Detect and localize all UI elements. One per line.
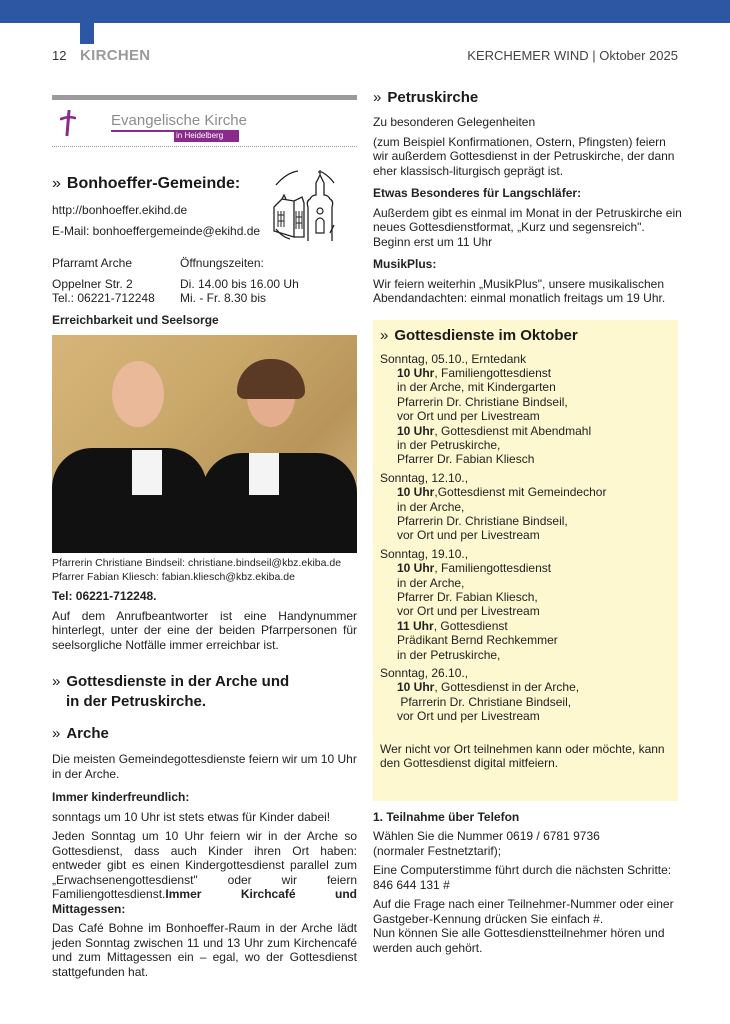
left-column — [52, 95, 357, 979]
service-line — [380, 561, 670, 575]
office-label: Pfarramt Arche — [52, 256, 133, 270]
service-list — [380, 352, 670, 724]
service-line — [380, 452, 670, 466]
bonhoeffer-email[interactable]: E-Mail: bonhoeffergemeinde@ekihd.de — [52, 223, 261, 238]
service-line — [380, 680, 670, 694]
service-day — [380, 666, 670, 724]
service-line — [380, 500, 670, 514]
service-line — [380, 409, 670, 423]
section-label: KIRCHEN — [80, 47, 151, 64]
photo-caption-1: Pfarrerin Christiane Bindseil: christiane.bindseil@kbz.ekiba.de — [52, 557, 342, 569]
services-heading: » Gottesdienste in der Arche und in der Petruskirche. — [52, 673, 290, 710]
computer-instructions: Eine Computerstimme führt durch die nächsten Schritte: 846 644 131 # — [373, 863, 672, 892]
logo-subtitle: in Heidelberg — [174, 130, 239, 142]
service-line — [380, 514, 670, 528]
right-column — [373, 88, 683, 955]
service-detail: vor Ort und per Livestream — [397, 409, 540, 424]
cross-icon — [60, 110, 76, 136]
answering-text: Auf dem Anrufbeantworter ist eine Handynummer hinterlegt, unter der eine der beiden Pfarrpersonen für seelsorgliche Notfälle immer erreichbar ist. — [52, 608, 357, 652]
service-detail: in der Petruskirche, — [397, 437, 501, 452]
service-line — [380, 604, 670, 618]
petrus-heading: » Petruskirche — [373, 89, 479, 106]
service-detail: , Gottesdienst in der Arche, — [434, 680, 580, 695]
hours-line-1: Di. 14.00 bis 16.00 Uh — [180, 276, 299, 291]
dial-instructions: Wählen Sie die Nummer 0619 / 6781 9736 (normaler Festnetztarif); — [373, 829, 600, 858]
service-line — [380, 695, 670, 709]
service-detail: Pfarrer Dr. Fabian Kliesch — [397, 452, 535, 467]
service-time: 10 Uhr — [397, 680, 435, 695]
page-number: 12 — [52, 48, 67, 63]
service-detail: , Gottesdienst — [433, 618, 508, 633]
service-line — [380, 485, 670, 499]
service-detail: in der Petruskirche, — [397, 647, 501, 662]
service-day — [380, 547, 670, 662]
service-detail: Pfarrer Dr. Fabian Kliesch, — [397, 590, 538, 604]
service-line — [380, 590, 670, 604]
tel-bold: Tel: 06221-712248. — [52, 589, 157, 603]
service-date: Sonntag, 05.10., Erntedank — [380, 351, 527, 366]
bonhoeffer-heading: » Bonhoeffer-Gemeinde: — [52, 175, 241, 192]
office-address: Oppelner Str. 2 — [52, 276, 133, 291]
service-line — [380, 633, 670, 647]
reach-heading: Erreichbarkeit und Seelsorge — [52, 312, 219, 327]
cafe-text: Das Café Bohne im Bonhoeffer-Raum in der Arche lädt jeden Sonntag zwischen 11 und 13 Uhr zum Kirchencafé und zum Mittagessen ein – egal, wo der Gottesdienst stattgefunden hat. — [52, 921, 357, 979]
service-date: Sonntag, 12.10., — [380, 470, 469, 485]
service-detail: , Familiengottesdienst — [434, 561, 552, 576]
service-detail: Pfarrerin Dr. Christiane Bindseil, — [397, 694, 572, 709]
service-detail: vor Ort und per Livestream — [397, 604, 540, 619]
service-detail: Prädikant Bernd Rechkemmer — [397, 633, 558, 648]
service-detail: ,Gottesdienst mit Gemeindechor — [434, 485, 607, 500]
service-time: 10 Uhr — [397, 365, 435, 380]
service-day — [380, 471, 670, 543]
service-line — [380, 619, 670, 633]
bonhoeffer-website[interactable]: http://bonhoeffer.ekihd.de — [52, 203, 188, 217]
service-detail: Pfarrerin Dr. Christiane Bindseil, — [397, 513, 568, 528]
service-time: 11 Uhr — [397, 618, 434, 633]
musikplus-text: Wir feiern weiterhin „MusikPlus", unsere musikalischen Abendandachten: einmal monatlich freitags um 19 Uhr. — [373, 276, 666, 305]
service-time: 10 Uhr — [397, 423, 435, 438]
logo-title: Evangelische Kirche — [111, 112, 247, 129]
service-line — [380, 709, 670, 723]
service-line — [380, 395, 670, 409]
question-instructions: Auf die Frage nach einer Teilnehmer-Nummer oder einer Gastgeber-Kennung drücken Sie einfach #. Nun können Sie alle Gottesdienstteilnehmer hören und werden auch gehört. — [373, 897, 674, 955]
service-line — [380, 648, 670, 662]
musikplus-heading: MusikPlus: — [373, 257, 437, 271]
hours-line-2: Mi. - Fr. 8.30 bis — [180, 291, 267, 305]
service-line — [380, 576, 670, 590]
service-detail: in der Arche, mit Kindergarten — [397, 380, 556, 395]
digital-note: Wer nicht vor Ort teilnehmen kann oder möchte, kann den Gottesdienst digital mitfeiern. — [380, 741, 665, 771]
service-line — [380, 438, 670, 452]
service-line — [380, 380, 670, 394]
logo-underline — [111, 130, 176, 132]
october-services-box — [373, 320, 678, 801]
office-phone: Tel.: 06221-712248 — [52, 291, 155, 305]
service-detail: vor Ort und per Livestream — [397, 709, 540, 724]
service-line — [380, 366, 670, 380]
kids-heading: Immer kinderfreundlich: — [52, 790, 190, 804]
kids-text: Jeden Sonntag um 10 Uhr feiern wir in der Arche so Gottesdienst, dass auch Kinder ihren Ort haben: entweder gibt es einen Kindergottesdienst parallel zum „Erwachsenengottesdienst" oder wir feiern Familiengottesdienst.Immer Kirchcafé und Mittagessen: — [52, 829, 357, 916]
header-bar — [0, 0, 730, 23]
service-detail: in der Arche, — [397, 499, 465, 514]
october-heading: » Gottesdienste im Oktober — [380, 326, 578, 344]
petrus-text: (zum Beispiel Konfirmationen, Ostern, Pfingsten) feiern wir außerdem Gottesdienst in der Petruskirche, der dann eher klassisch-liturgisch geprägt ist. — [373, 134, 675, 178]
masthead: KERCHEMER WIND | Oktober 2025 — [467, 48, 678, 63]
service-detail: , Gottesdienst mit Abendmahl — [434, 423, 592, 438]
kids-line: sonntags um 10 Uhr ist stets etwas für Kinder dabei! — [52, 809, 331, 824]
service-line — [380, 424, 670, 438]
service-detail: in der Arche, — [397, 575, 465, 590]
service-detail: Pfarrerin Dr. Christiane Bindseil, — [397, 394, 568, 409]
service-time: 10 Uhr — [397, 561, 435, 576]
service-day — [380, 352, 670, 467]
header-tab-marker — [80, 23, 94, 44]
petrus-intro: Zu besonderen Gelegenheiten — [373, 115, 536, 129]
phone-heading: 1. Teilnahme über Telefon — [373, 809, 520, 824]
photo-caption-2: Pfarrer Fabian Kliesch: fabian.kliesch@kbz.ekiba.de — [52, 570, 295, 583]
church-logo — [52, 100, 357, 146]
arche-intro: Die meisten Gemeindegottesdienste feiern wir um 10 Uhr in der Arche. — [52, 752, 357, 781]
service-date: Sonntag, 19.10., — [380, 546, 469, 561]
service-date: Sonntag, 26.10., — [380, 666, 469, 681]
service-detail: , Familiengottesdienst — [434, 365, 552, 380]
pastors-photo — [52, 335, 357, 553]
service-detail: vor Ort und per Livestream — [397, 528, 540, 543]
service-line — [380, 528, 670, 542]
arche-heading: » Arche — [52, 725, 109, 742]
hours-label: Öffnungszeiten: — [180, 256, 264, 270]
church-illustration-icon — [272, 169, 336, 241]
latesleeper-heading: Etwas Besonderes für Langschläfer: — [373, 186, 582, 200]
latesleeper-text: Außerdem gibt es einmal im Monat in der Petruskirche ein neues Gottesdienstformat, „Kurz und segensreich". Beginn erst um 11 Uhr — [373, 205, 682, 249]
service-time: 10 Uhr — [397, 485, 435, 500]
divider — [52, 146, 357, 147]
